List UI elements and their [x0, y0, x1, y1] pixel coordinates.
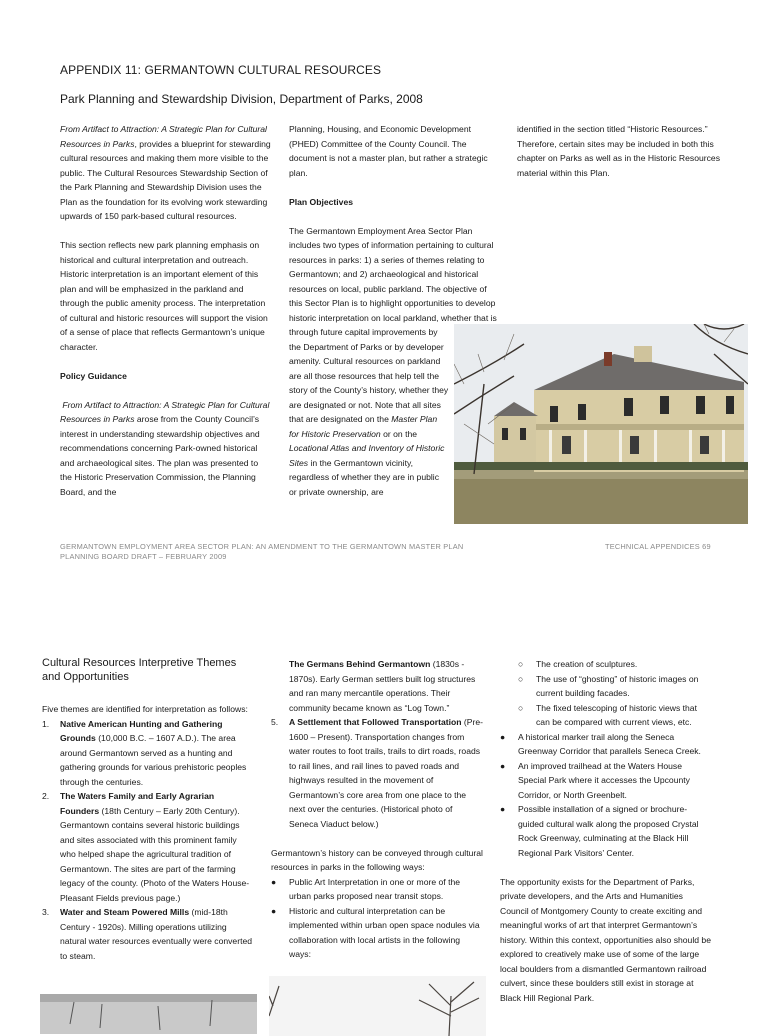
list-item: ● A historical marker trail along the Seneca Greenway Corridor that parallels Seneca Creek.: [500, 731, 701, 756]
list-item: 3. Water and Steam Powered Mills (mid-18th Century - 1920s). Milling operations utilizing natural water resources eventually were converted to steam.: [42, 907, 253, 961]
column-3: [517, 122, 729, 195]
column-5: [271, 657, 483, 962]
bullet-list: [271, 875, 483, 962]
list-item: ● Public Art Interpretation in one or more of the urban parks proposed near transit stops.: [271, 876, 461, 901]
paragraph: Germantown’s history can be conveyed through cultural resources in parks in the following ways:: [271, 847, 483, 872]
list-item: ● Historic and cultural interpretation can be implemented within urban open space nodules via collaboration with local artists in the following ways:: [271, 905, 480, 959]
footer-left: GERMANTOWN EMPLOYMENT AREA SECTOR PLAN: AN AMENDMENT TO THE GERMANTOWN MASTER PLAN PLANNING BOARD DRAFT – FEBRUARY 2009: [60, 542, 464, 561]
bullet-list: [500, 730, 712, 861]
paragraph: Five themes are identified for interpretation as follows:: [42, 704, 248, 714]
column-6: [500, 657, 712, 1020]
paragraph: Planning, Housing, and Economic Development (PHED) Committee of the County Council. The document is not a master plan, but rather a strategic plan.: [289, 124, 488, 178]
section-heading: Plan Objectives: [289, 196, 354, 207]
section-heading: Cultural Resources Interpretive Themes and Opportunities: [42, 657, 237, 683]
paragraph: The opportunity exists for the Department of Parks, private developers, and the Arts and Humanities Council of Montgomery County to create exciting and meaningful works of art that interpret Germantown’s history. Within this context, opportunities also should be explored to creatively make use of some of the large local boulders from a dismantled Germantown railroad culvert, since these boulders still exist in storage at Black Hill Regional Park.: [500, 876, 711, 1003]
paragraph: The Germantown Employment Area Sector Plan includes two types of information pertaining to cultural resources in parks: 1) a series of themes relating to Germantown; and 2) archaeological and historical resources on local, public parkland. The objective of this Sector Plan is to highlight opportunities to develop historic interpretation on local parkland, whether that is through future capital improvements by the Department of Parks or by developer amenity. Cultural resources on parkland are all those resources that help tell the story of the County’s history, whether they are designated or not. Note that all sites that are designated on the Master Plan for Historic Preservation or on the Locational Atlas and Inventory of Historic Sites in the Germantown vicinity, regardless of whether they are in public or private ownership, are: [289, 225, 497, 497]
section-heading: Policy Guidance: [60, 370, 127, 381]
tree-photo: [269, 976, 486, 1036]
page-subtitle: Park Planning and Stewardship Division, Department of Parks, 2008: [60, 92, 423, 106]
list-item: ● An improved trailhead at the Waters House Special Park where it accesses the Upcounty Corridor, or North Greenbelt.: [500, 760, 690, 800]
waters-house-photo: [454, 324, 748, 524]
paragraph: This section reflects new park planning emphasis on historical and cultural interpretation and outreach. Historic interpretation is an important element of this plan and will be emphasized in the parkland and through the public amenity process. The interpretation of cultural and historic resources will support the vision of a sense of place that reflects Germantown’s unique character.: [60, 240, 268, 352]
paragraph: From Artifact to Attraction: A Strategic Plan for Cultural Resources in Parks arose from the County Council’s interest in understanding stewardship objectives and recommendations concerning Park-owned historical and archaeological sites. The plan was presented to the Historic Preservation Commission, the Planning Board, and the: [60, 399, 270, 497]
list-item: ● Possible installation of a signed or brochure-guided cultural walk along the proposed Crystal Rock Greenway, culminating at the Black Hill Regional Park Visitors’ Center.: [500, 804, 699, 858]
sub-bullet-list: [500, 657, 712, 730]
list-item: 2. The Waters Family and Early Agrarian Founders (18th Century – Early 20th Century). Germantown contains several historic buildings and sites associated with this prominent family who helped shape the agricultural tradition of Germantown. The sites are part of the farming legacy of the county. (Photo of the Waters House-Pleasant Fields previous page.): [42, 791, 250, 903]
paragraph: From Artifact to Attraction: A Strategic Plan for Cultural Resources in Parks, provides a blueprint for stewarding cultural resources and making them more visible to the public. The Cultural Resources Stewardship Section of the Park Planning and Stewardship Division uses the Plan as the foundation for its evolving work stewarding upwards of 150 park-based cultural resources.: [60, 124, 271, 221]
list-item: 1. Native American Hunting and Gathering Grounds (10,000 B.C. – 1607 A.D.). The area around Germantown served as a hunting and gathering grounds for various prehistoric peoples through the centuries.: [42, 718, 247, 787]
list-item: ○ The use of “ghosting” of historic images on current building facades.: [518, 673, 699, 698]
footer-page-number: TECHNICAL APPENDICES 69: [605, 542, 711, 551]
list-item: The Germans Behind Germantown (1830s - 1870s). Early German settlers built log structures and ran many mercantile operations. Their community became known as “Log Town.”: [289, 659, 476, 713]
list-item: ○ The creation of sculptures.: [518, 659, 638, 669]
paragraph: identified in the section titled “Historic Resources.” Therefore, certain sites may be included in both this chapter on Parks as well as in the Historic Resources material within this Plan.: [517, 124, 720, 178]
column-1: [60, 122, 272, 514]
list-item: 5. A Settlement that Followed Transportation (Pre-1600 – Present). Transportation changes from water routes to foot trails, trails to dirt roads, roads to rail lines, and rail lines to paved roads and highways resulted in the movement of Germantown’s core area from one place to the next over the centuries. (Historical photo of Seneca Viaduct below.): [271, 717, 484, 829]
theme-list: [42, 717, 254, 964]
page-title: APPENDIX 11: GERMANTOWN CULTURAL RESOURCES: [60, 63, 382, 77]
column-4: [42, 702, 254, 963]
theme-list-continued: [271, 657, 483, 831]
list-item: ○ The fixed telescoping of historic views that can be compared with current views, etc.: [518, 702, 697, 727]
historic-photo: [40, 994, 257, 1034]
